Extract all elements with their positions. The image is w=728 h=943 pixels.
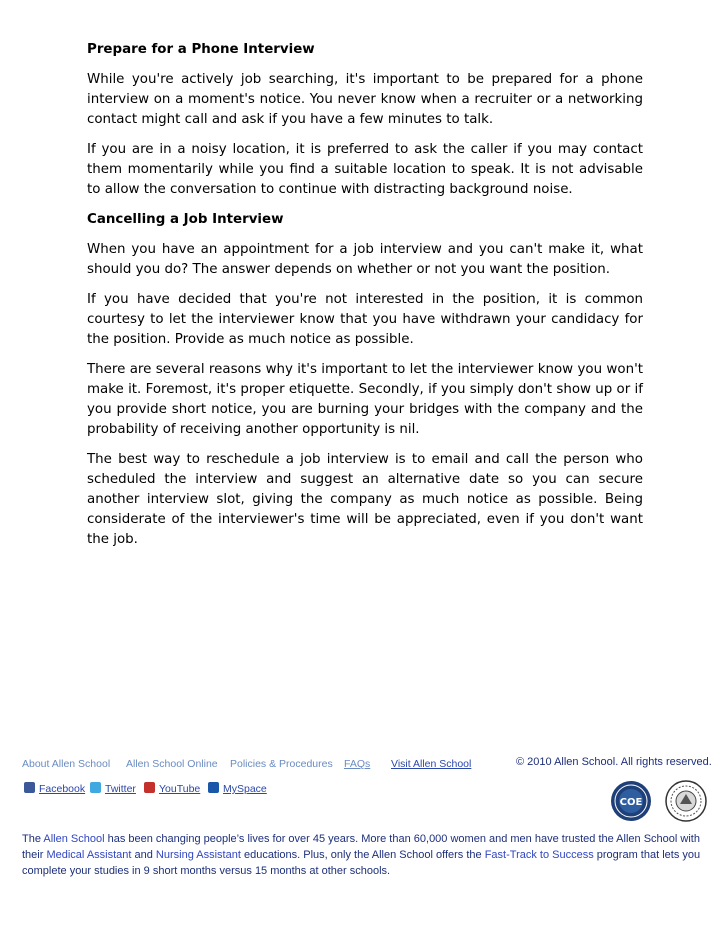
paragraph: If you are in a noisy location, it is preferred to ask the caller if you may contact them momentarily while you find a suitable location to speak. It is not advisable to allow the conversation to continue with distracting background noise.: [87, 142, 643, 197]
social-facebook[interactable]: Facebook: [24, 782, 85, 795]
paragraph: The best way to reschedule a job interview is to email and call the person who scheduled the interview and suggest an alternative date so you can secure another interview slot, giving the company as much notice as possible. Being considerate of the interviewer's time will be appreciated, even if you don't want the job.: [87, 452, 643, 547]
social-twitter[interactable]: Twitter: [90, 782, 136, 795]
coe-seal-icon: [610, 780, 652, 822]
blurb-link-nursing-assistant[interactable]: Nursing Assistant: [155, 849, 241, 861]
section-heading-cancelling-interview: Cancelling a Job Interview: [87, 212, 284, 227]
paragraph: When you have an appointment for a job interview and you can't make it, what should you do? The answer depends on whether or not you want the position.: [87, 242, 643, 277]
footer-link-policies[interactable]: Policies & Procedures: [230, 758, 333, 770]
myspace-icon: [208, 782, 219, 793]
footer-link-visit[interactable]: Visit Allen School: [391, 758, 472, 770]
blurb-link-fast-track[interactable]: Fast-Track to Success: [484, 849, 594, 861]
article: [87, 40, 643, 560]
footer-link-online[interactable]: Allen School Online: [126, 758, 218, 770]
paragraph: If you have decided that you're not interested in the position, it is common courtesy to let the interviewer know that you have withdrawn your candidacy for the position. Provide as much notice as possible.: [87, 292, 643, 347]
copyright: © 2010 Allen School. All rights reserved.: [516, 756, 712, 768]
state-seal-icon: [665, 780, 707, 822]
facebook-icon: [24, 782, 35, 793]
youtube-icon: [144, 782, 155, 793]
footer-link-faqs[interactable]: FAQs: [344, 758, 371, 770]
social-myspace[interactable]: MySpace: [208, 782, 267, 795]
paragraph: There are several reasons why it's important to let the interviewer know you won't make it. Foremost, it's proper etiquette. Secondly, if you simply don't show up or if you provide short notice, you are burning your bridges with the company and the probability of receiving another opportunity is nil.: [87, 362, 643, 437]
social-youtube[interactable]: YouTube: [144, 782, 200, 795]
paragraph: While you're actively job searching, it's important to be prepared for a phone interview on a moment's notice. You never know when a recruiter or a networking contact might call and ask if you have a few minutes to talk.: [87, 72, 643, 127]
blurb-link-medical-assistant[interactable]: Medical Assistant: [46, 849, 132, 861]
school-blurb: The Allen School has been changing people’s lives for over 45 years. More than 60,000 women and men have trusted the Allen School with their Medical Assistant and Nursing Assistant educations. Plus, only the Allen School offers the Fast-Track to Success program that lets you complete your studies in 9 short months versus 15 months at other schools.: [22, 833, 701, 877]
svg-text:COE: COE: [619, 797, 643, 808]
blurb-link-allen-school[interactable]: Allen School: [43, 833, 105, 845]
footer-link-about[interactable]: About Allen School: [22, 758, 111, 770]
section-heading-phone-interview: Prepare for a Phone Interview: [87, 42, 315, 57]
twitter-icon: [90, 782, 101, 793]
